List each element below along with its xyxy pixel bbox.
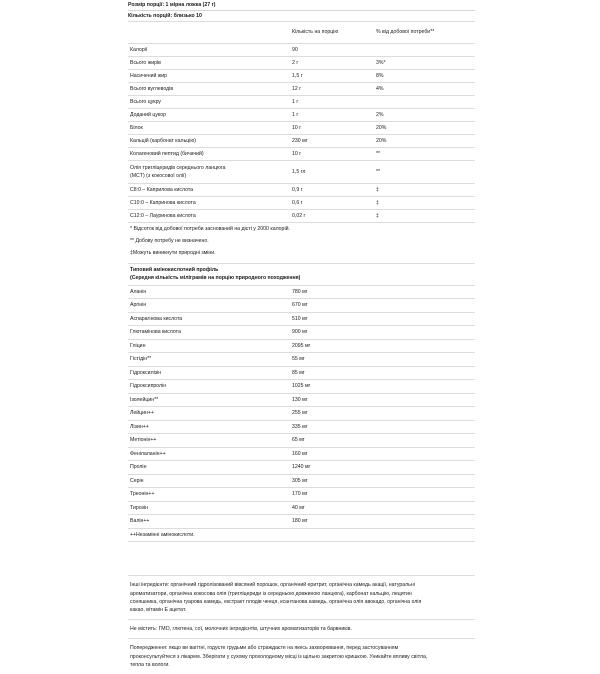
free-from-text: Не містить: ГМО, глютена, сої, молочних інгредієнтів, штучних ароматизаторів та барвників. bbox=[130, 626, 352, 633]
nutrition-table bbox=[128, 21, 475, 223]
amino-row bbox=[128, 488, 475, 502]
amino-row bbox=[128, 299, 475, 313]
mct-line-1: Олія тригліцеридів середнього ланцюга bbox=[130, 165, 226, 171]
nutrient-name: Всього цукру bbox=[128, 96, 290, 109]
nutrition-row bbox=[128, 96, 475, 109]
ingredients-line: какао, вітамін Е ацетат. bbox=[130, 607, 187, 613]
amino-amount: 900 мг bbox=[290, 326, 475, 340]
amino-footnote: ++Незамінні амінокислоти. bbox=[128, 528, 290, 542]
amino-name: Гідроксилізін bbox=[128, 366, 290, 380]
acid-name: C12:0 – Лауринова кислота bbox=[128, 210, 290, 223]
acid-amount: 0,6 г bbox=[290, 197, 374, 210]
nutrient-dv: ** bbox=[374, 161, 475, 184]
nutrient-dv: 4% bbox=[374, 83, 475, 96]
amino-name: Лейцин++ bbox=[128, 407, 290, 421]
nutrient-name: Доданий цукор bbox=[128, 109, 290, 122]
nutrition-row bbox=[128, 70, 475, 83]
amino-name: Валін++ bbox=[128, 515, 290, 529]
nutrient-name: Калорії bbox=[128, 44, 290, 57]
amino-name: Аспарагінова кислота bbox=[128, 312, 290, 326]
amino-name: Фенілаланін++ bbox=[128, 447, 290, 461]
nutrient-dv bbox=[374, 44, 475, 57]
nutrition-row bbox=[128, 109, 475, 122]
amino-table bbox=[128, 285, 475, 543]
amino-amount: 160 мг bbox=[290, 447, 475, 461]
amino-amount: 1025 мг bbox=[290, 380, 475, 394]
amino-name: Гідроксипролін bbox=[128, 380, 290, 394]
amino-name: Аланін bbox=[128, 285, 290, 299]
amino-amount: 670 мг bbox=[290, 299, 475, 313]
acid-name: C8:0 – Каприлова кислота bbox=[128, 184, 290, 197]
amino-amount: 780 мг bbox=[290, 285, 475, 299]
serving-size: Розмір порції: 1 мірна ложка (27 г) bbox=[128, 0, 475, 11]
warning-line: проконсультуйтеся з лікарем. Зберігати у сухому прохолодному місці із щільно закритою кришкою. Уникайте впливу світла, bbox=[130, 653, 428, 660]
free-from bbox=[128, 620, 475, 639]
nutrient-name: Колагеновий пептид (бичачий) bbox=[128, 148, 290, 161]
acid-row bbox=[128, 197, 475, 210]
amino-amount: 85 мг bbox=[290, 366, 475, 380]
nutrition-row bbox=[128, 44, 475, 57]
amino-title-line-2: (Середня кількість міліграмів на порцію природного походження) bbox=[130, 274, 301, 281]
amino-title-line-1: Типовий амінокислотний профіль bbox=[130, 266, 219, 273]
acid-dv: ‡ bbox=[374, 184, 475, 197]
amino-amount: 255 мг bbox=[290, 407, 475, 421]
amino-row bbox=[128, 515, 475, 529]
nutrient-amount: 2 г bbox=[290, 57, 374, 70]
amino-row bbox=[128, 353, 475, 367]
amino-row bbox=[128, 285, 475, 299]
nutrient-dv bbox=[374, 96, 475, 109]
nutrient-name: Всього вуглеводів bbox=[128, 83, 290, 96]
acid-row bbox=[128, 210, 475, 223]
supplement-facts bbox=[128, 0, 475, 674]
amino-row bbox=[128, 339, 475, 353]
ingredients-line: Інші інгредієнти: органічний гідролізований вівсяний порошок, органічний еритрит, органічна камедь акації, натуральні bbox=[130, 582, 415, 589]
acid-dv: ‡ bbox=[374, 197, 475, 210]
amino-amount: 180 мг bbox=[290, 515, 475, 529]
nutrient-amount: 12 г bbox=[290, 83, 374, 96]
amino-row bbox=[128, 366, 475, 380]
amino-row bbox=[128, 380, 475, 394]
nutrition-row bbox=[128, 57, 475, 70]
acid-amount: 0,02 г bbox=[290, 210, 374, 223]
spacer bbox=[128, 542, 475, 576]
nutrient-name: Всього жирів bbox=[128, 57, 290, 70]
nutrition-row bbox=[128, 135, 475, 148]
nutrition-row bbox=[128, 83, 475, 96]
header-amount: Кількість на порцію bbox=[290, 22, 374, 44]
nutrient-dv: 8% bbox=[374, 70, 475, 83]
warning-line: Попередження: якщо ви вагітні, годуєте грудьми або страждаєте на якесь захворювання, перед застосуванням bbox=[130, 645, 399, 652]
nutrient-amount: 1 г bbox=[290, 96, 374, 109]
amino-amount: 2095 мг bbox=[290, 339, 475, 353]
nutrient-amount: 1,5 гл bbox=[290, 161, 374, 184]
amino-row bbox=[128, 434, 475, 448]
nutrition-row bbox=[128, 122, 475, 135]
amino-row bbox=[128, 474, 475, 488]
amino-name: Аргінін bbox=[128, 299, 290, 313]
footnote: ** Добову потребу не визначено. bbox=[130, 238, 209, 245]
nutrient-amount: 1,5 г bbox=[290, 70, 374, 83]
nutrient-name bbox=[128, 161, 290, 184]
header-name bbox=[128, 22, 290, 44]
amino-amount: 1240 мг bbox=[290, 461, 475, 475]
nutrient-dv: 20% bbox=[374, 135, 475, 148]
acid-row bbox=[128, 184, 475, 197]
amino-amount: 65 мг bbox=[290, 434, 475, 448]
amino-row bbox=[128, 312, 475, 326]
nutrient-amount: 90 bbox=[290, 44, 374, 57]
footnote: ‡Можуть виникнути природні зміни. bbox=[130, 250, 216, 257]
amino-name: Серін bbox=[128, 474, 290, 488]
acid-amount: 0,9 г bbox=[290, 184, 374, 197]
amino-amount: 335 мг bbox=[290, 420, 475, 434]
warning bbox=[128, 639, 475, 674]
ingredients-line: соняшника, органічна гуарова камедь, екстракт плодів ченця, ксантанова камедь, органічна олія авокадо, органічна олія bbox=[130, 598, 422, 605]
amino-name: Тирозін bbox=[128, 501, 290, 515]
amino-amount: 40 мг bbox=[290, 501, 475, 515]
ingredients-line: ароматизатори, органічна кокосова олія (тригліцериди із середньою довжиною ланцюга), карбонат кальцію, лецитин bbox=[130, 590, 412, 597]
amino-amount: 305 мг bbox=[290, 474, 475, 488]
footnotes bbox=[128, 223, 475, 264]
amino-row bbox=[128, 407, 475, 421]
nutrient-dv: 20% bbox=[374, 122, 475, 135]
amino-amount: 510 мг bbox=[290, 312, 475, 326]
nutrition-row bbox=[128, 148, 475, 161]
nutrient-dv: ** bbox=[374, 148, 475, 161]
acid-dv: ‡ bbox=[374, 210, 475, 223]
amino-footnote-row bbox=[128, 528, 475, 542]
header-dv: % від добової потреби** bbox=[374, 22, 475, 44]
amino-name: Гліцин bbox=[128, 339, 290, 353]
warning-line: тепла та вологи. bbox=[130, 661, 170, 668]
acid-name: C10:0 – Капринова кислота bbox=[128, 197, 290, 210]
nutrient-amount: 10 г bbox=[290, 148, 374, 161]
servings-count: Кількість порцій: близько 10 bbox=[128, 12, 202, 19]
amino-name: Гістідін** bbox=[128, 353, 290, 367]
amino-amount: 55 мг bbox=[290, 353, 475, 367]
amino-name: Треонін++ bbox=[128, 488, 290, 502]
amino-row bbox=[128, 461, 475, 475]
footnote: * Відсоток від добової потреби заснований на дієті у 2000 калорій. bbox=[130, 225, 290, 232]
amino-name: Метіонін++ bbox=[128, 434, 290, 448]
amino-name: Лізин++ bbox=[128, 420, 290, 434]
amino-row bbox=[128, 326, 475, 340]
amino-row bbox=[128, 393, 475, 407]
nutrition-row-mct bbox=[128, 161, 475, 184]
amino-amount: 130 мг bbox=[290, 393, 475, 407]
nutrient-name: Кальцій (карбонат кальцію) bbox=[128, 135, 290, 148]
amino-name: Ізолейцин** bbox=[128, 393, 290, 407]
nutrient-amount: 1 г bbox=[290, 109, 374, 122]
amino-row bbox=[128, 447, 475, 461]
nutrition-header bbox=[128, 22, 475, 44]
other-ingredients bbox=[128, 576, 475, 620]
amino-name: Пролін bbox=[128, 461, 290, 475]
amino-row bbox=[128, 420, 475, 434]
nutrient-dv: 3%* bbox=[374, 57, 475, 70]
amino-name: Глютамінова кислота bbox=[128, 326, 290, 340]
nutrient-dv: 2% bbox=[374, 109, 475, 122]
nutrient-amount: 10 г bbox=[290, 122, 374, 135]
nutrient-name: Насичений жир bbox=[128, 70, 290, 83]
amino-row bbox=[128, 501, 475, 515]
nutrient-name: Білок bbox=[128, 122, 290, 135]
mct-line-2: (MCT) (з кокосової олії) bbox=[130, 173, 187, 179]
amino-profile-title bbox=[128, 264, 475, 285]
nutrient-amount: 230 мг bbox=[290, 135, 374, 148]
amino-amount: 170 мг bbox=[290, 488, 475, 502]
